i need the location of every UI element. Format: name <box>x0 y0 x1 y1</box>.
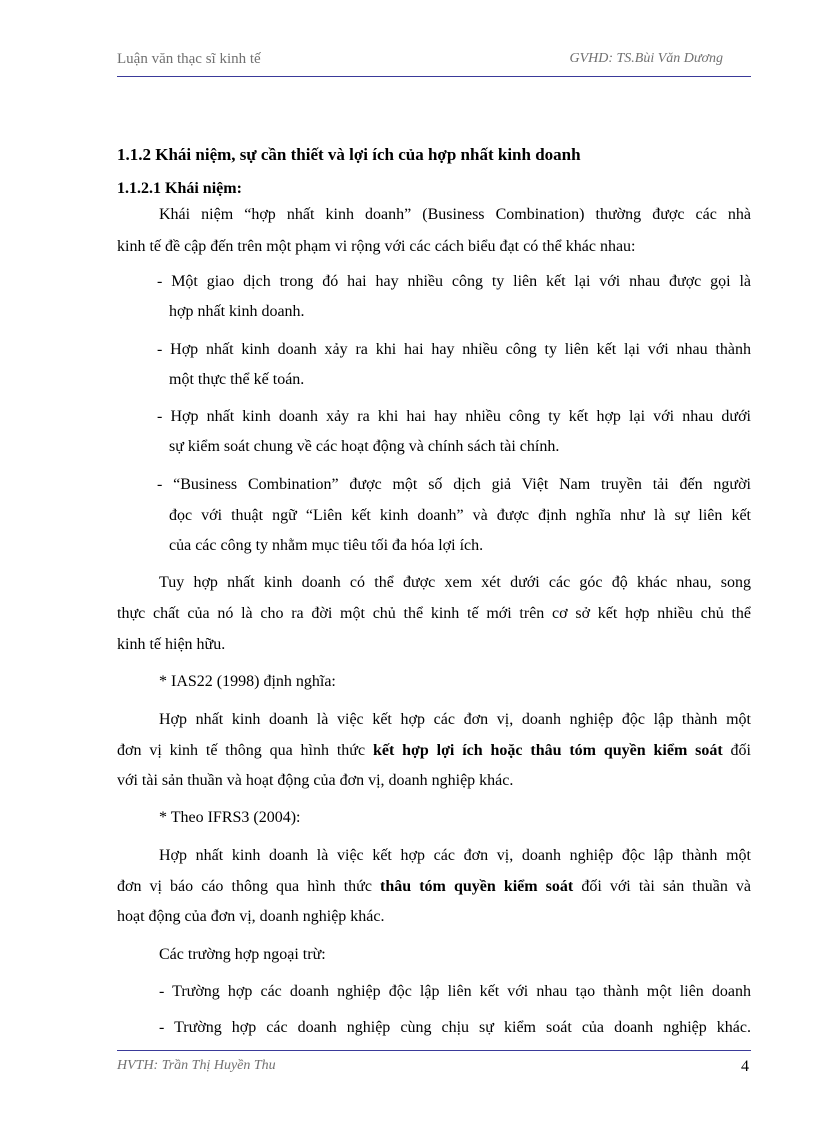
bullet-line: - “Business Combination” được một số dịch giả Việt Nam truyền tải đến người <box>157 476 751 493</box>
paragraph-line: Hợp nhất kinh doanh là việc kết hợp các đơn vị, doanh nghiệp độc lập thành một <box>159 711 751 728</box>
footer-author: HVTH: Trần Thị Huyền Thu <box>117 1058 276 1073</box>
bullet-line: của các công ty nhằm mục tiêu tối đa hóa lợi ích. <box>169 537 484 554</box>
paragraph-line: thực chất của nó là cho ra đời một chủ thể kinh tế mới trên cơ sở kết hợp nhiều chủ thể <box>117 605 751 622</box>
paragraph-line: kinh tế hiện hữu. <box>117 636 226 653</box>
page-number: 4 <box>741 1058 749 1075</box>
header-thesis-title: Luận văn thạc sĩ kinh tế <box>117 51 261 67</box>
paragraph-line <box>117 735 751 766</box>
text-run: đơn vị báo cáo thông qua hình thức <box>117 878 381 895</box>
page-header <box>117 48 751 77</box>
text-run: đối với tài sản thuần và <box>573 878 751 895</box>
paragraph-line: hoạt động của đơn vị, doanh nghiệp khác. <box>117 908 385 925</box>
bullet-line: một thực thể kế toán. <box>169 371 305 388</box>
paragraph-line: Tuy hợp nhất kinh doanh có thể được xem xét dưới các góc độ khác nhau, song <box>159 574 751 591</box>
bullet-line: - Một giao dịch trong đó hai hay nhiều công ty liên kết lại với nhau được gọi là <box>157 273 751 290</box>
text-run: đối <box>722 742 751 759</box>
bullet-line: - Trường hợp các doanh nghiệp cùng chịu sự kiểm soát của doanh nghiệp khác. <box>159 1019 751 1036</box>
header-advisor: GVHD: TS.Bùi Văn Dương <box>569 51 723 66</box>
paragraph-line: Hợp nhất kinh doanh là việc kết hợp các đơn vị, doanh nghiệp độc lập thành một <box>159 847 751 864</box>
ias-heading: * IAS22 (1998) định nghĩa: <box>159 673 336 690</box>
page-footer <box>117 1050 751 1081</box>
bullet-line: hợp nhất kinh doanh. <box>169 303 305 320</box>
emphasis-text: kết hợp lợi ích hoặc thâu tóm quyền kiểm soát <box>372 742 723 759</box>
subsection-heading: 1.1.2.1 Khái niệm: <box>117 180 242 197</box>
emphasis-text: thâu tóm quyền kiểm soát <box>380 878 574 895</box>
paragraph-line: với tài sản thuần và hoạt động của đơn vị, doanh nghiệp khác. <box>117 772 514 789</box>
paragraph-line: kinh tế đề cập đến trên một phạm vi rộng với các cách biểu đạt có thể khác nhau: <box>117 238 636 255</box>
bullet-line: sự kiểm soát chung về các hoạt động và chính sách tài chính. <box>169 438 560 455</box>
bullet-line: - Hợp nhất kinh doanh xảy ra khi hai hay nhiều công ty kết hợp lại với nhau dưới <box>157 408 751 425</box>
exceptions-heading: Các trường hợp ngoại trừ: <box>159 946 326 963</box>
section-heading: 1.1.2 Khái niệm, sự cần thiết và lợi ích của hợp nhất kinh doanh <box>117 145 581 164</box>
ifrs-heading: * Theo IFRS3 (2004): <box>159 809 301 826</box>
text-run: đơn vị kinh tế thông qua hình thức <box>117 742 373 759</box>
bullet-line: - Hợp nhất kinh doanh xảy ra khi hai hay nhiều công ty liên kết lại với nhau thành <box>157 341 751 358</box>
bullet-line: - Trường hợp các doanh nghiệp độc lập liên kết với nhau tạo thành một liên doanh <box>159 983 751 1000</box>
paragraph-line: Khái niệm “hợp nhất kinh doanh” (Business Combination) thường được các nhà <box>159 206 751 223</box>
bullet-line: đọc với thuật ngữ “Liên kết kinh doanh” và được định nghĩa như là sự liên kết <box>169 507 751 524</box>
paragraph-line <box>117 871 751 902</box>
